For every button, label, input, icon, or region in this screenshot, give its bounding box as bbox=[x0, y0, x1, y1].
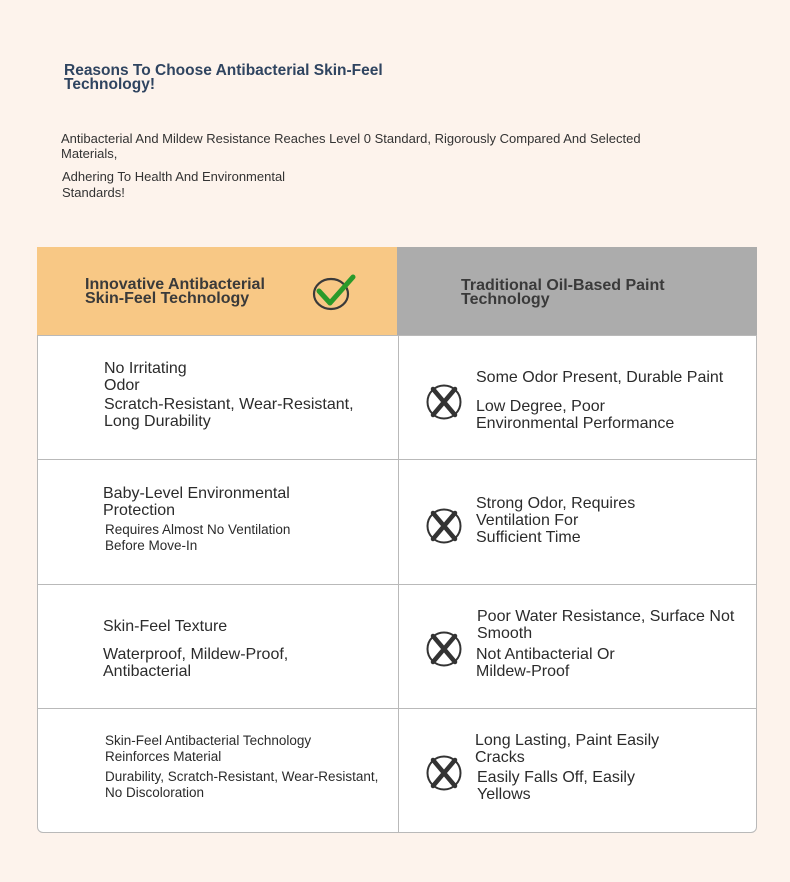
right-heading: Traditional Oil-Based Paint Technology bbox=[461, 277, 665, 308]
cross-icon bbox=[425, 383, 463, 421]
row-divider bbox=[38, 708, 756, 709]
header-right bbox=[397, 247, 757, 335]
intro-text: Antibacterial And Mildew Resistance Reaches Level 0 Standard, Rigorously Compared And Selected Materials, bbox=[61, 131, 641, 161]
row-divider bbox=[38, 459, 756, 460]
table-body bbox=[37, 335, 757, 833]
row3-right-b: Not Antibacterial Or Mildew-Proof bbox=[476, 646, 615, 680]
row2-right-a: Strong Odor, Requires Ventilation For Sufficient Time bbox=[476, 495, 636, 546]
row-divider bbox=[38, 584, 756, 585]
row4-left-b: Durability, Scratch-Resistant, Wear-Resistant, No Discoloration bbox=[105, 769, 379, 800]
row3-left-b: Waterproof, Mildew-Proof, Antibacterial bbox=[103, 646, 289, 680]
row3-left-a: Skin-Feel Texture bbox=[103, 618, 228, 635]
row4-right-a: Long Lasting, Paint Easily Cracks bbox=[475, 732, 660, 766]
row1-right-b: Low Degree, Poor Environmental Performance bbox=[476, 398, 675, 432]
left-heading: Innovative Antibacterial Skin-Feel Technology bbox=[85, 276, 265, 307]
row1-left-a: No Irritating Odor bbox=[104, 360, 187, 394]
comparison-table bbox=[37, 247, 757, 833]
row4-right-b: Easily Falls Off, Easily Yellows bbox=[477, 769, 635, 803]
row4-left-a: Skin-Feel Antibacterial Technology Reinforces Material bbox=[105, 733, 312, 764]
row2-left-a: Baby-Level Environmental Protection bbox=[103, 485, 290, 519]
intro-text-secondary: Adhering To Health And Environmental Standards! bbox=[62, 169, 286, 200]
row1-left-b: Scratch-Resistant, Wear-Resistant, Long Durability bbox=[104, 396, 354, 430]
row2-left-b: Requires Almost No Ventilation Before Move-In bbox=[105, 522, 291, 553]
row1-right-a: Some Odor Present, Durable Paint bbox=[476, 369, 724, 386]
cross-icon bbox=[425, 754, 463, 792]
cross-icon bbox=[425, 630, 463, 668]
checkmark-icon bbox=[311, 271, 357, 311]
cross-icon bbox=[425, 507, 463, 545]
header-left bbox=[37, 247, 397, 335]
row3-right-a: Poor Water Resistance, Surface Not Smooth bbox=[477, 608, 735, 642]
page-title: Reasons To Choose Antibacterial Skin-Feel Technology! bbox=[64, 62, 383, 93]
